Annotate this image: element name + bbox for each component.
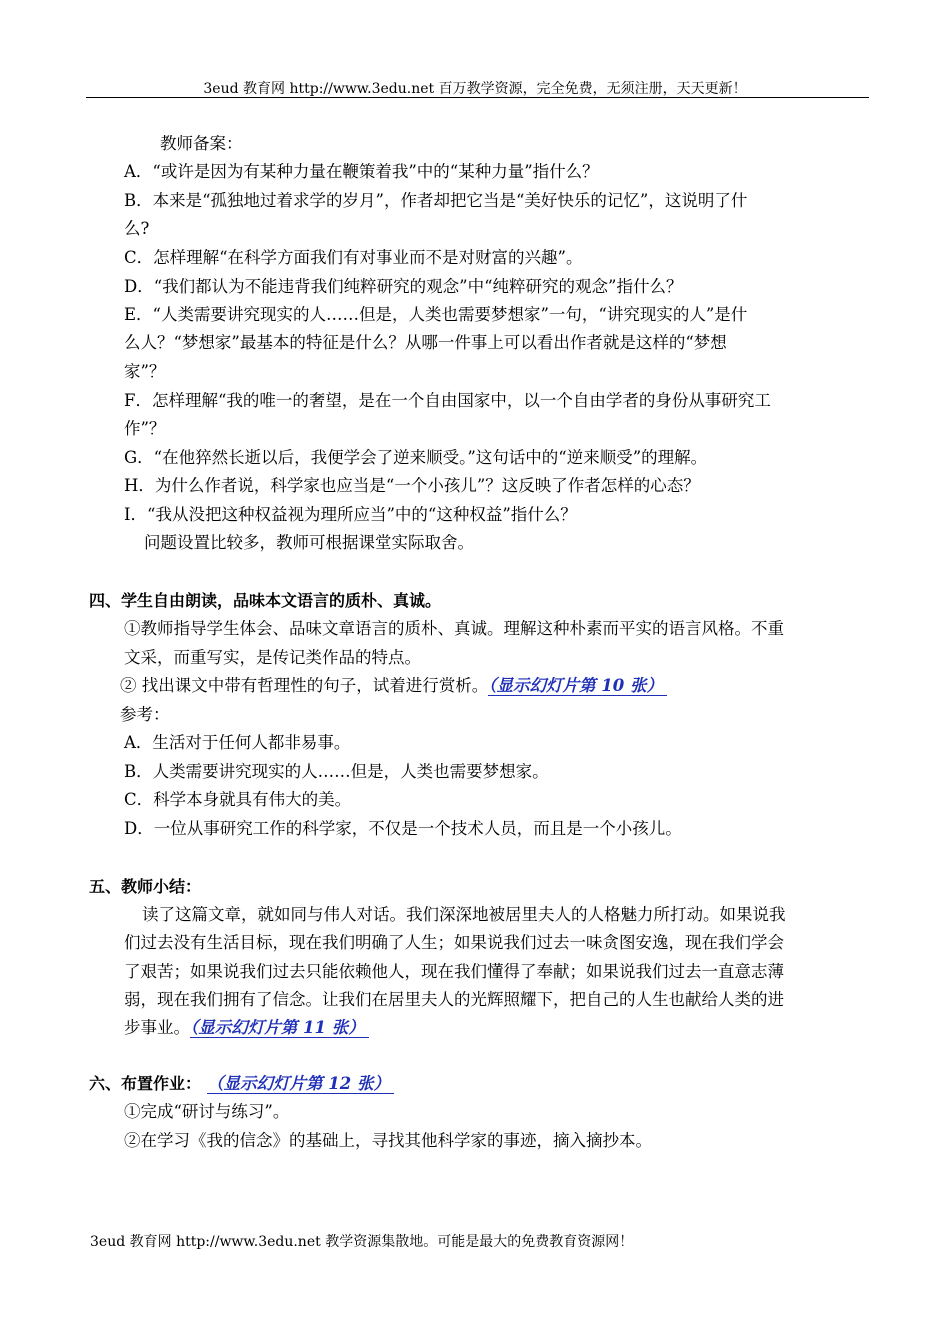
prep-line: E．“人类需要讲究现实的人……但是，人类也需要梦想家”一句，“讲究现实的人”是什 [124,305,748,324]
summary-line: 读了这篇文章，就如同与伟人对话。我们深深地被居里夫人的人格魅力所打动。如果说我 [142,905,786,924]
slide-11-link[interactable]: （显示幻灯片第 11 张） [190,1018,369,1038]
reference-label: 参考： [120,705,170,724]
prep-line: G．“在他猝然长逝以后，我便学会了逆来顺受。”这句话中的“逆来顺受”的理解。 [124,448,708,467]
prep-title: 教师备案： [160,134,243,153]
section4-task-text: ② 找出课文中带有哲理性的句子，试着进行赏析。 [120,676,489,695]
slide-10-link[interactable]: （显示幻灯片第 10 张） [488,676,667,696]
section6-heading-row [89,1072,394,1096]
slide-12-link[interactable]: （显示幻灯片第 12 张） [207,1074,394,1094]
prep-line: 么人？“梦想家”最基本的特征是什么？从哪一件事上可以看出作者就是这样的“梦想 [124,333,727,352]
prep-line: C．怎样理解“在科学方面我们有对事业而不是对财富的兴趣”。 [124,248,583,267]
prep-line: 么? [124,219,150,238]
prep-line: 家”？ [124,362,166,381]
prep-note: 问题设置比较多，教师可根据课堂实际取舍。 [144,533,474,552]
summary-line: 们过去没有生活目标，现在我们明确了人生；如果说我们过去一味贪图安逸，现在我们学会 [124,933,784,952]
summary-line: 了艰苦；如果说我们过去只能依赖他人，现在我们懂得了奉献；如果说我们过去一直意志薄 [124,962,784,981]
page-footer: 3eud 教育网 http://www.3edu.net 教学资源集散地。可能是最大的免费教育资源网！ [90,1234,634,1250]
summary-last-line [124,1016,369,1040]
prep-line: 作”？ [124,419,166,438]
summary-last-text: 步事业。 [124,1018,190,1037]
prep-line: F．怎样理解“我的唯一的奢望，是在一个自由国家中，以一个自由学者的身份从事研究工 [124,391,771,410]
section5-heading: 五、教师小结： [89,877,202,896]
section4-task [120,674,667,698]
section4-heading: 四、学生自由朗读，品味本文语言的质朴、真诚。 [89,591,442,610]
section4-paragraph: 文采，而重写实，是传记类作品的特点。 [124,648,421,667]
reference-item: B．人类需要讲究现实的人……但是，人类也需要梦想家。 [124,762,549,781]
homework-item: ②在学习《我的信念》的基础上，寻找其他科学家的事迹，摘入摘抄本。 [124,1131,652,1150]
reference-item: D．一位从事研究工作的科学家，不仅是一个技术人员，而且是一个小孩儿。 [124,819,682,838]
reference-item: A．生活对于任何人都非易事。 [124,733,351,752]
section6-heading: 六、布置作业： [89,1074,202,1093]
page-header: 3eud 教育网 http://www.3edu.net 百万教学资源，完全免费，无须注册，天天更新！ [203,81,747,97]
header-divider [86,97,869,98]
prep-line: D．“我们都认为不能违背我们纯粹研究的观念”中“纯粹研究的观念”指什么？ [124,277,683,296]
prep-line: I．“我从没把这种权益视为理所应当”中的“这种权益”指什么？ [124,505,577,524]
homework-item: ①完成“研讨与练习”。 [124,1102,290,1121]
section4-paragraph: ①教师指导学生体会、品味文章语言的质朴、真诚。理解这种朴素而平实的语言风格。不重 [124,619,784,638]
reference-item: C．科学本身就具有伟大的美。 [124,790,352,809]
summary-line: 弱，现在我们拥有了信念。让我们在居里夫人的光辉照耀下，把自己的人生也献给人类的进 [124,990,784,1009]
prep-line: A．“或许是因为有某种力量在鞭策着我”中的“某种力量”指什么？ [124,162,599,181]
prep-line: H．为什么作者说，科学家也应当是“一个小孩儿”？这反映了作者怎样的心态？ [124,476,700,495]
prep-line: B．本来是“孤独地过着求学的岁月”，作者却把它当是“美好快乐的记忆”，这说明了什 [124,191,748,210]
